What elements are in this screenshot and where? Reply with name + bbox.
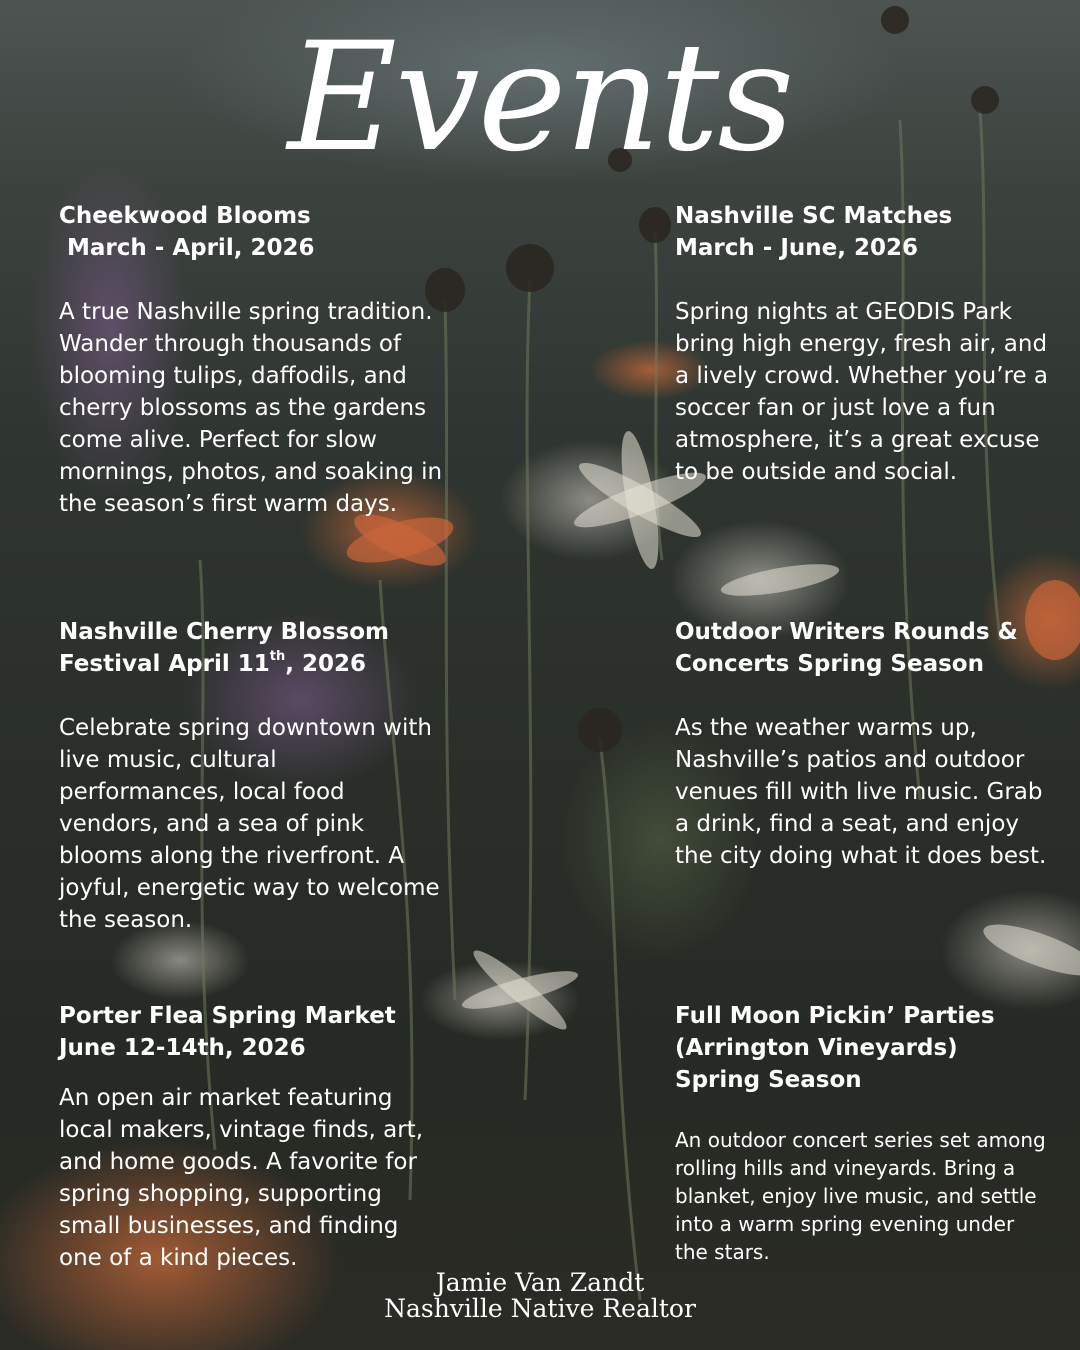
event-date: [59, 648, 459, 680]
event-title: Outdoor Writers Rounds &: [675, 619, 1018, 645]
event-date: June 12-14th, 2026: [59, 1035, 306, 1061]
event-porter-flea-market: [59, 1000, 459, 1274]
event-outdoor-writers-rounds: [675, 616, 1075, 872]
event-cherry-blossom-festival: [59, 616, 459, 936]
event-date: March - June, 2026: [675, 235, 918, 261]
event-venue: (Arrington Vineyards): [675, 1035, 958, 1061]
event-title: Porter Flea Spring Market: [59, 1003, 396, 1029]
event-heading: [675, 200, 1075, 264]
event-description: As the weather warms up, Nashville’s patios and outdoor venues fill with live music. Grab a drink, find a seat, and enjoy the city doing what it does best.: [675, 715, 1047, 869]
event-title: Cheekwood Blooms: [59, 203, 311, 229]
event-description: Spring nights at GEODIS Park bring high energy, fresh air, and a lively crowd. Whether you’re a soccer fan or just love a fun atmosphere, it’s a great excuse to be outside and social.: [675, 299, 1049, 485]
event-description: A true Nashville spring tradition. Wander through thousands of blooming tulips, daffodils, and cherry blossoms as the gardens come alive. Perfect for slow mornings, photos, and soaking in the season’s first warm days.: [59, 299, 443, 517]
event-title: Nashville SC Matches: [675, 203, 953, 229]
event-date-ordinal: th: [269, 649, 286, 665]
event-date: Spring Season: [675, 1067, 862, 1093]
event-date-suffix: , 2026: [285, 651, 366, 677]
realtor-name: Jamie Van Zandt: [435, 1268, 645, 1297]
event-full-moon-pickin-parties: [675, 1000, 1075, 1266]
event-title: Full Moon Pickin’ Parties: [675, 1003, 995, 1029]
event-heading: [675, 616, 1075, 680]
event-description: An open air market featuring local makers, vintage finds, art, and home goods. A favorite for spring shopping, supporting small businesses, and finding one of a kind pieces.: [59, 1085, 424, 1271]
event-heading: [59, 616, 459, 680]
event-description: Celebrate spring downtown with live music, cultural performances, local food vendors, and a sea of pink blooms along the riverfront. A joyful, energetic way to welcome the season.: [59, 715, 440, 933]
event-date: March - April, 2026: [59, 235, 315, 261]
event-description: An outdoor concert series set among rolling hills and vineyards. Bring a blanket, enjoy live music, and settle into a warm spring evening under the stars.: [675, 1128, 1046, 1264]
event-heading: [675, 1000, 1075, 1096]
event-cheekwood-blooms: [59, 200, 459, 520]
event-date-prefix: Festival April 11: [59, 651, 270, 677]
event-heading: [59, 1000, 459, 1064]
realtor-signature: [360, 1270, 720, 1322]
event-nashville-sc-matches: [675, 200, 1075, 488]
page-title: Events: [287, 11, 793, 185]
event-heading: [59, 200, 459, 264]
event-title: Nashville Cherry Blossom: [59, 619, 389, 645]
event-date: Concerts Spring Season: [675, 651, 984, 677]
realtor-tagline: Nashville Native Realtor: [384, 1294, 696, 1323]
